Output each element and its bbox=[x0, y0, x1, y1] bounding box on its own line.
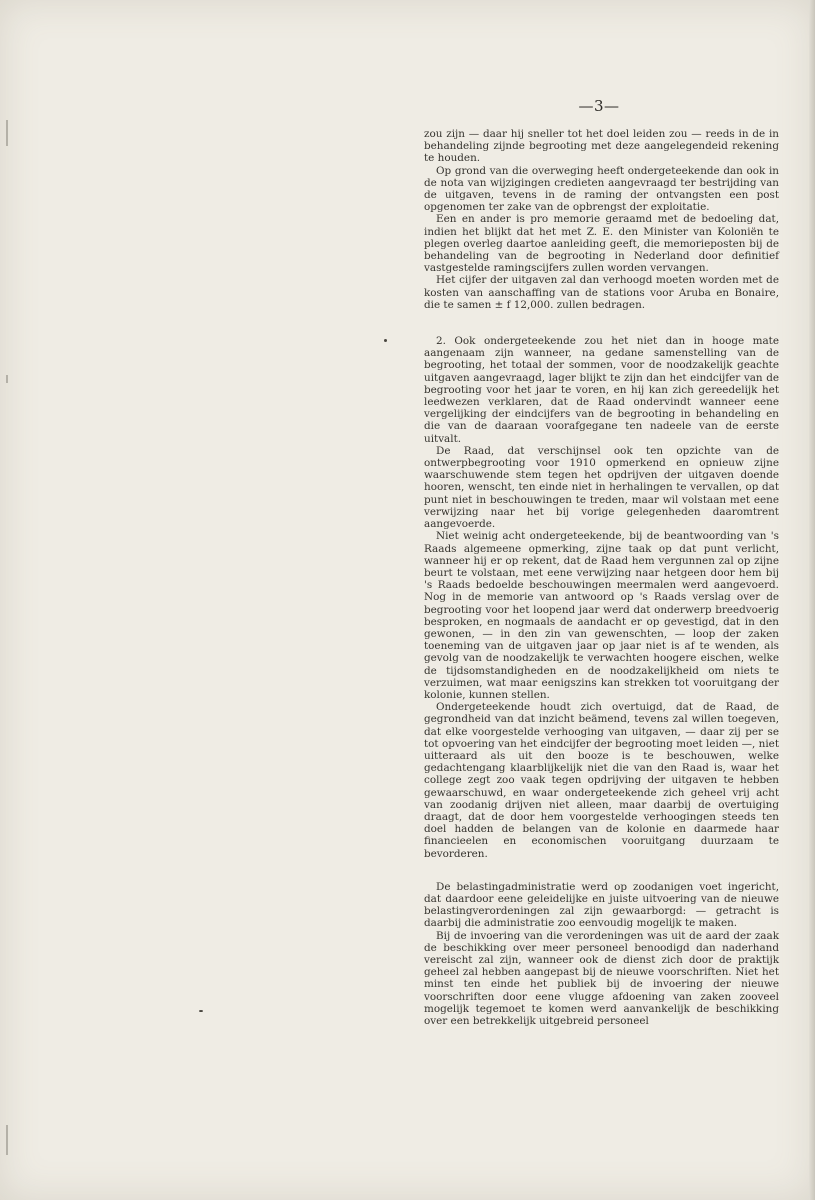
paragraph: De Raad, dat verschijnsel ook ten opzichte van de ontwerpbegrooting voor 1910 opmerkend en opnieuw zijne waarschuwende stem tegen het opdrijven der uitgaven doende hooren, wenscht, ten einde niet in herhalingen te vervallen, op dat punt niet in beschouwingen te treden, maar wil volstaan met eene verwijzing naar het bij vorige gelegenheden daaromtrent aangevoerde. bbox=[424, 444, 779, 531]
paragraph: Ondergeteekende houdt zich overtuigd, dat de Raad, de gegrondheid van dat inzicht beämend, tevens zal willen toegeven, dat elke voorgestelde verhooging van uitgaven, — daar zij per se tot opvoering van het eindcijfer der begrooting moet leiden —, niet uitteraard als uit den booze is te beschouwen, welke gedachtengang klaarblijkelijk niet die van den Raad is, waar het college zegt zoo vaak tegen opdrijving der uitgaven te hebben gewaarschuwd, en waar ondergeteekende zich geheel vrij acht van zoodanig drijven niet alleen, maar daarbij de overtuiging draagt, dat de door hem voorgestelde verhoogingen steeds ten doel hadden de belangen van de kolonie en daarmede haar financieelen en economischen vooruitgang duurzaam te bevorderen. bbox=[424, 701, 779, 860]
page-number: —3— bbox=[578, 97, 620, 115]
page-edge bbox=[809, 0, 815, 1200]
section-gap bbox=[424, 311, 779, 335]
section-gap bbox=[424, 860, 779, 881]
paragraph: Niet weinig acht ondergeteekende, bij de beantwoording van 's Raads algemeene opmerking, zijne taak op dat punt verlicht, wanneer hij er op rekent, dat de Raad hem vergunnen zal op zijne beurt te volstaan, met eene verwijzing naar hetgeen door hem bij 's Raads bedoelde beschouwingen meermalen werd aangevoerd. Nog in de memorie van antwoord op 's Raads verslag over de begrooting voor het loopend jaar werd dat onderwerp breedvoerig besproken, en nogmaals de aandacht er op gevestigd, dat in den gewonen, — in den zin van gewenschten, — loop der zaken toeneming van de uitgaven jaar op jaar niet is af te wenden, als gevolg van de noodzakelijk te verwachten hoogere eischen, welke de tijdsomstandigheden en de noodzakelijkheid om niets te verzuimen, wat maar eenigszins kan strekken tot vooruitgang der kolonie, kunnen stellen. bbox=[424, 530, 779, 701]
text-column bbox=[424, 128, 779, 1027]
paragraph: Het cijfer der uitgaven zal dan verhoogd moeten worden met de kosten van aanschaffing van de stations voor Aruba en Bonaire, die te samen ± f 12,000. zullen bedragen. bbox=[424, 274, 779, 311]
ink-speck bbox=[199, 1010, 203, 1012]
paragraph: De belastingadministratie werd op zoodanigen voet ingericht, dat daardoor eene geleidelijke en juiste uitvoering van de nieuwe belastingverordeningen zal zijn gewaarborgd: — getracht is daarbij die administratie zoo eenvoudig mogelijk te maken. bbox=[424, 880, 779, 930]
paragraph: Op grond van die overweging heeft ondergeteekende dan ook in de nota van wijzigingen credieten aangevraagd ter bestrijding van de uitgaven, tevens in de raming der ontvangsten een post opgenomen ter zake van de opbrengst der exploitatie. bbox=[424, 164, 779, 214]
binding-mark bbox=[6, 375, 8, 383]
binding-mark bbox=[6, 120, 8, 146]
paragraph: 2. Ook ondergeteekende zou het niet dan in hooge mate aangenaam zijn wanneer, na gedane samenstelling van de begrooting, het totaal der sommen, voor de noodzakelijk geachte uitgaven aangevraagd, lager blijkt te zijn dan het eindcijfer van de begrooting voor het jaar te voren, en hij kan zich gereedelijk het leedwezen verklaren, dat de Raad ondervindt wanneer eene vergelijking der eindcijfers van de begrooting in behandeling en die van de daaraan voorafgegane ten nadeele van de eerste uitvalt. bbox=[424, 335, 779, 445]
paragraph: Bij de invoering van die verordeningen was uit de aard der zaak de beschikking over meer personeel benoodigd dan naderhand vereischt zal zijn, wanneer ook de dienst zich door de praktijk geheel zal hebben aangepast bij de nieuwe voorschriften. Niet het minst ten einde het publiek bij de invoering der nieuwe voorschriften door eene vlugge afdoening van zaken zooveel mogelijk tegemoet te komen werd aanvankelijk de beschikking over een betrekkelijk uitgebreid personeel bbox=[424, 929, 779, 1028]
paragraph: zou zijn — daar hij sneller tot het doel leiden zou — reeds in de in behandeling zijnde begrooting met deze aangelegendeid rekening te houden. bbox=[424, 128, 779, 165]
ink-speck bbox=[384, 339, 387, 342]
binding-mark bbox=[6, 1125, 8, 1155]
paragraph: Een en ander is pro memorie geraamd met de bedoeling dat, indien het blijkt dat het met Z. E. den Minister van Koloniën te plegen overleg daartoe aanleiding geeft, die memorieposten bij de behandeling van de begrooting in Nederland door definitief vastgestelde ramingscijfers zullen worden vervangen. bbox=[424, 213, 779, 275]
